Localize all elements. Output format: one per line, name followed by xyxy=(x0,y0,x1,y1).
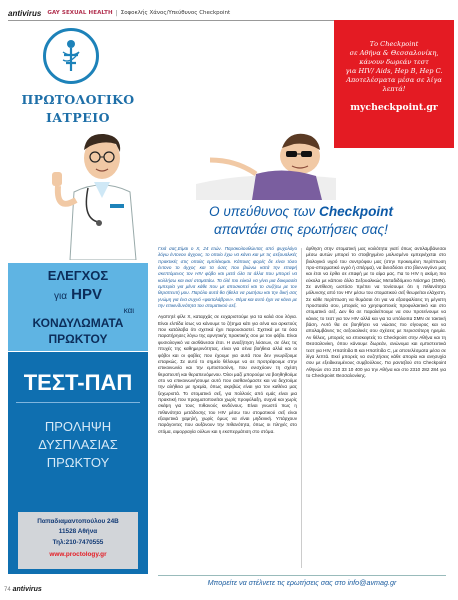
page-number: 74 xyxy=(4,587,11,593)
phone-number: Τηλ:210-7470555 xyxy=(52,539,104,546)
article-column-left xyxy=(158,246,297,435)
page-footer xyxy=(4,586,42,593)
checkpoint-promo xyxy=(334,20,454,148)
article-title-line2: απαντάει στις ερωτήσεις σας! xyxy=(214,222,388,237)
address-street: Παπαδιαμαντοπούλου 24Β xyxy=(37,518,119,525)
clinic-logo-icon xyxy=(43,28,99,84)
prevention-line2: ΔΥΣΠΛΑΣΙΑΣ xyxy=(38,437,118,452)
section-label: GAY SEXUAL HEALTH xyxy=(47,10,113,16)
website-link[interactable]: www.proctology.gr xyxy=(49,551,107,558)
pap-heading: ΤΕΣΤ-ΠΑΠ xyxy=(23,370,133,395)
test-hpv-line: για HPV xyxy=(53,286,103,303)
page-header xyxy=(8,6,452,21)
magazine-brand: antivirus xyxy=(8,8,42,18)
promo-line1: Το Checkpoint xyxy=(369,40,419,48)
column-divider xyxy=(301,248,302,568)
address-city: 11528 Αθήνα xyxy=(58,528,98,535)
divider xyxy=(16,402,140,403)
article-title-line1: Ο υπεύθυνος των Checkpoint xyxy=(208,204,394,219)
footer-brand: antivirus xyxy=(12,586,42,593)
doctor-illustration xyxy=(44,128,148,260)
hpv-test-panel xyxy=(8,263,148,351)
address-box xyxy=(18,512,138,569)
prevention-line3: ΠΡΩΚΤΟΥ xyxy=(46,455,110,470)
promo-line5: Αποτελέσματα μέσα σε λίγα λεπτά! xyxy=(346,76,442,93)
reader-question: Γειά σας,Είμαι ο Χ, 24 ετών. Παρακολουθώντας από ψυχολόγο λόγω έντονου άγχους, το οποίο έχω να κάνει και με τις σεξουαλικές πρακτικές στις οποίες εμπλέκομαι. Κάποιες φορές δε είναι τόσο έντονο το άγχος και τα όσες που βιώνω κατά την επαφή σκεπτόμενος τον HIV φόβο και μετά όλα τα άλλα που μπορεί να κολλήσω και εκεί σταματάω. Τα όλέ πιο εύκολ να γίνει μια δοκιμασία εμπειρία για μένα κάθε που με αποσκοπεί και το συζήτω με τον θεραπευτή μου. Παρόλο αυτά θα ήθελα να ρωτήσω και την δική σας γνώμη για ένα συχνό «φοιτολάβρυν». Θέμα και αυτό έχει να κάνει με την επικινδυνότητα του στοματικού σεξ. xyxy=(158,246,297,309)
test-heading: ΕΛΕΓΧΟΣ xyxy=(47,268,109,283)
promo-line4: για HIV/ Aids, Hep B, Hep C. xyxy=(345,67,443,75)
breadcrumb: Σοφοκλής Χάνος/Υπεύθυνος Checkpoint xyxy=(120,10,231,16)
promo-url[interactable]: mycheckpoint.gr xyxy=(350,102,438,113)
separator: | xyxy=(115,9,118,17)
clinic-name-line2: ΙΑΤΡΕΙΟ xyxy=(45,110,110,125)
submit-questions-note: Μπορείτε να στέλνετε τις ερωτήσεις σας στο info@avmag.gr xyxy=(158,575,446,587)
prevention-line1: ΠΡΟΛΗΨΗ xyxy=(44,419,112,434)
promo-line2: σε Αθήνα & Θεσσαλονίκη, xyxy=(349,49,439,57)
test-proktou: ΠΡΩΚΤΟΥ xyxy=(48,332,108,346)
promo-line3: κάνουν δωρεάν τεστ xyxy=(359,58,429,66)
patient-illustration xyxy=(196,100,336,200)
article-column-right: άρθηση στην στοματική μας κοιλότητα γιατί όπως αντιλαμβάνεσαι μέσω αυτών μπορεί το στοιβηγμένο μολυσμένο εμπεριέχεται στο βιολογικό υγρό του συντρόφου μας (στην προκειμένη περίπτωση προ-σπερματικό υγρό ή σπέρμα), να διεισδύσει στο βλεννογόνο μας και έτσι να έρθει σε επαφή με το αίμα μας. Για το HIV η ακόμη πιο εύκολα με κάποιο άλλο Σεξουαλικώς Μεταδιδόμενο Νόσημα (ΣΜΝ). Σε αντίθεση ωστόσο πρέπει να τονίσουμε ότι η πιθανότητα μόλυνσης από τον HIV μέσω του στοματικού σεξ θεωρείται ελάχιστη. Σε κάθε περίπτωση να θυμάσαι ότι για να εξασφαλίσεις τη μέγιστη προστασία σου, μπορείς να χρησιμοποιείς προφυλακτικό και στο στοματικό σεξ. Δεν θα σε παραλείπουμε να σου προτείνουμε να κάνεις το τεστ για τον HIV αλλά και για τα υπόλοιπα ΣΜΝ σε τακτική βάση. Αυτό θα σε βοηθήσει να νιώσεις πιο σίγουρος και να απολαμβάνεις τις σεξουαλικές σου σχέσεις με περισσότερη ηρεμία. Αν θέλεις, μπορείς να επισκεφτείς το Checkpoint στην Αθήνα και τη Θεσσαλονίκη, όπου κάνουμε δωρεάν, ανώνυμα και εμπιστευτικά τεστ για HIV, Ηπατίτιδα B και Ηπατίτιδα C, με αποτελέσματα μέσα σε λίγα λεπτά. Εκεί μπορείς να συζητήσεις κάθε απορία και ανησυχία σου με εξειδικευμένους συμβούλους. Για ραντεβού στο Checkpoint Αθηνών στο 210 33 10 400 για την Αθήνα και στο 2310 282 284 για το Checkpoint Θεσσαλονίκης. xyxy=(306,246,446,378)
test-condyloma: ΚΟΝΔΥΛΩΜΑΤΑ xyxy=(32,316,124,330)
answer-text: Αγαπητέ φίλε Χ, καταρχάς σε ευχαριστούμε για τα καλά σου λόγια. Είναι ελπίδα ίσως να κάνουμε το ζήτημα κάτι για σένα και αρκετούς που κατάλαβα ότι σχετικά έχει παρουσιαστεί. Σχετικά με τα όσα παρατήρησες λόγω της αρνητικής πρακτικής σου με τον φόβο. Είναι φυσιολογικό να αισθάνεσαι έτσι. Η αναζήτηση λύσεων, σε όλες τις πτυχές της καθημερινότητας, είναι για σένα βοήθεια αλλά και οι φόβοι και οι φοβίες που έχουμε για αυτά που δεν γνωρίζουμε επαρκώς. Σε αυτό το σημείο θέλουμε να σε προτρέψουμε στην επικοινωνία και την εμπιστοσύνη, που ενισχύουν τη σχέση θεραπευτή και θεραπευόμενου. Όλοι μαζί μπορούμε να βοηθηθούμε στο να επικοινωνήσουμε αυτό που αισθανόμαστε και να δεχτούμε την αλήθεια με ηρεμία, όπως ακριβώς είναι για τον καθένα μας ξεχωριστά. Το στοματικό σεξ, για πολλούς από εμάς είναι μια πρακτική που πραγματοποιείται χωρίς προφύλαξη, συχνά και χωρίς σκέψη για τους πιθανούς κινδύνους. Είναι γνωστό πως η πιθανότητα μετάδοσης του HIV μέσω του στοματικού σεξ είναι εξαιρετικά χαμηλή, χωρίς όμως να είναι μηδενική. Υπάρχουν παράγοντες που αυξάνουν την πιθανότητα, όπως οι πληγές στο στόμα, αιμορραγία ούλων και η εκσπερμάτιση στο στόμα. xyxy=(158,314,297,434)
clinic-name-line1: ΠΡΩΤΟΛΟΓΙΚΟ xyxy=(21,92,135,107)
test-and: και xyxy=(123,306,134,315)
